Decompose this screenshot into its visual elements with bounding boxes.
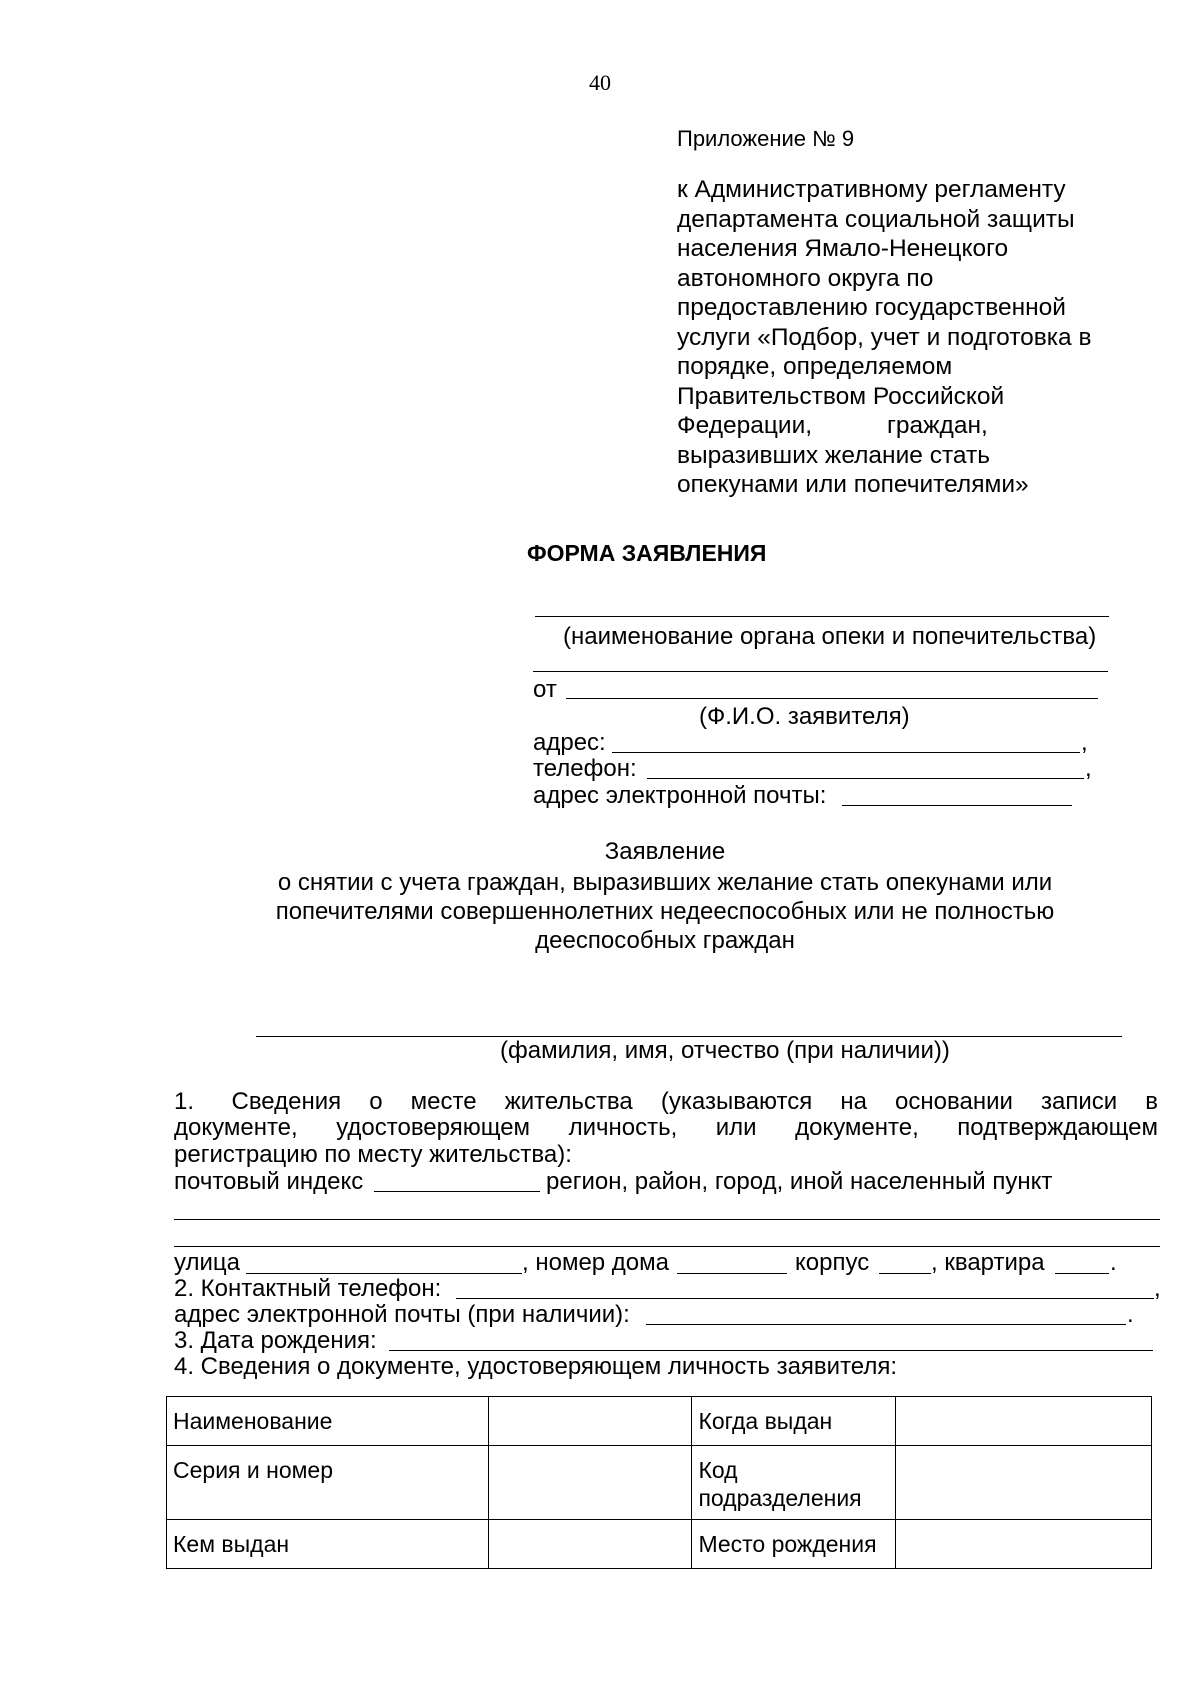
address-end: . [1110,1249,1117,1276]
contact-email-period: . [1127,1301,1134,1328]
apartment-line [1055,1273,1109,1274]
annex-line: департамента социальной защиты [677,205,1075,233]
postal-index-line [374,1191,540,1192]
annex-line: к Административному регламенту [677,176,1066,203]
contact-email-label: адрес электронной почты (при наличии): [174,1301,630,1328]
contact-phone-comma: , [1154,1275,1161,1302]
statement-line: о снятии с учета граждан, выразивших желание стать опекунами или [277,869,1053,896]
building-label: корпус [795,1249,870,1276]
phone-comma: , [1085,755,1092,782]
phone-line [647,778,1084,779]
contact-phone-label: 2. Контактный телефон: [174,1275,442,1302]
table-cell-value[interactable] [896,1446,1152,1520]
address-label: адрес: [533,729,606,756]
statement-line: дееспособных граждан [535,927,795,954]
apartment-label: , квартира [931,1249,1045,1276]
contact-phone-line [456,1298,1154,1299]
building-line [879,1273,931,1274]
table-cell-value[interactable] [896,1520,1152,1569]
house-label: , номер дома [522,1249,669,1276]
table-cell-label: Наименование [167,1397,489,1446]
section1-line: регистрацию по месту жительства): [174,1141,572,1168]
street-label: улица [174,1249,240,1276]
annex-line: выразивших желание стать [677,441,990,469]
name-caption: (фамилия, имя, отчество (при наличии)) [500,1037,950,1064]
table-row [167,1520,1152,1569]
locality-line [174,1219,1160,1220]
page-number: 40 [589,70,611,95]
table-cell-value[interactable] [488,1397,692,1446]
phone-label: телефон: [533,755,637,782]
locality-line-2 [174,1246,1160,1247]
identity-document-table [166,1396,1152,1569]
address-line [612,752,1080,753]
region-label: регион, район, город, иной населенный пункт [546,1168,1053,1195]
annex-line: населения Ямало-Ненецкого [677,235,1009,262]
annex-line: Правительством Российской [677,382,1005,410]
table-row [167,1397,1152,1446]
birth-date-label: 3. Дата рождения: [174,1327,377,1354]
table-row [167,1446,1152,1520]
table-cell-value[interactable] [488,1446,692,1520]
table-cell-value[interactable] [896,1397,1152,1446]
birth-date-line [389,1350,1153,1351]
email-label: адрес электронной почты: [533,782,827,809]
identity-document-label: 4. Сведения о документе, удостоверяющем личность заявителя: [174,1353,898,1380]
table-cell-label: Код подразделения [692,1446,896,1520]
authority-caption: (наименование органа опеки и попечительства) [563,623,1097,650]
annex-line: Федерации, граждан, [677,412,988,439]
statement-line: попечителями совершеннолетних недееспособных или не полностью [275,898,1055,925]
section1-line: документе, удостоверяющем личность, или документе, подтверждающем [174,1114,1158,1141]
house-line [677,1273,787,1274]
authority-name-line-2 [533,671,1108,672]
table-cell-value[interactable] [488,1520,692,1569]
annex-line: автономного округа по [677,264,934,292]
annex-title: Приложение № 9 [677,126,855,151]
annex-line: порядке, определяемом [677,353,953,380]
contact-email-line [646,1324,1126,1325]
street-line [246,1273,522,1274]
annex-line: опекунами или попечителями» [677,471,1029,498]
applicant-fio-line [566,698,1098,699]
statement-title: Заявление [604,838,726,865]
annex-line: предоставлению государственной [677,294,1066,321]
from-label: от [533,676,557,703]
form-title: ФОРМА ЗАЯВЛЕНИЯ [527,540,767,566]
table-cell-label: Серия и номер [167,1446,489,1520]
section1-line: 1. Сведения о месте жительства (указываются на основании записи в [174,1088,1158,1115]
annex-line: услуги «Подбор, учет и подготовка в [677,323,1092,351]
authority-name-line [535,616,1109,617]
fio-caption: (Ф.И.О. заявителя) [699,703,910,730]
table-cell-label: Когда выдан [692,1397,896,1446]
email-line [842,805,1072,806]
postal-index-label: почтовый индекс [174,1168,364,1195]
table-cell-label: Место рождения [692,1520,896,1569]
annex-description [677,175,1137,500]
address-comma: , [1081,729,1088,756]
table-cell-label: Кем выдан [167,1520,489,1569]
